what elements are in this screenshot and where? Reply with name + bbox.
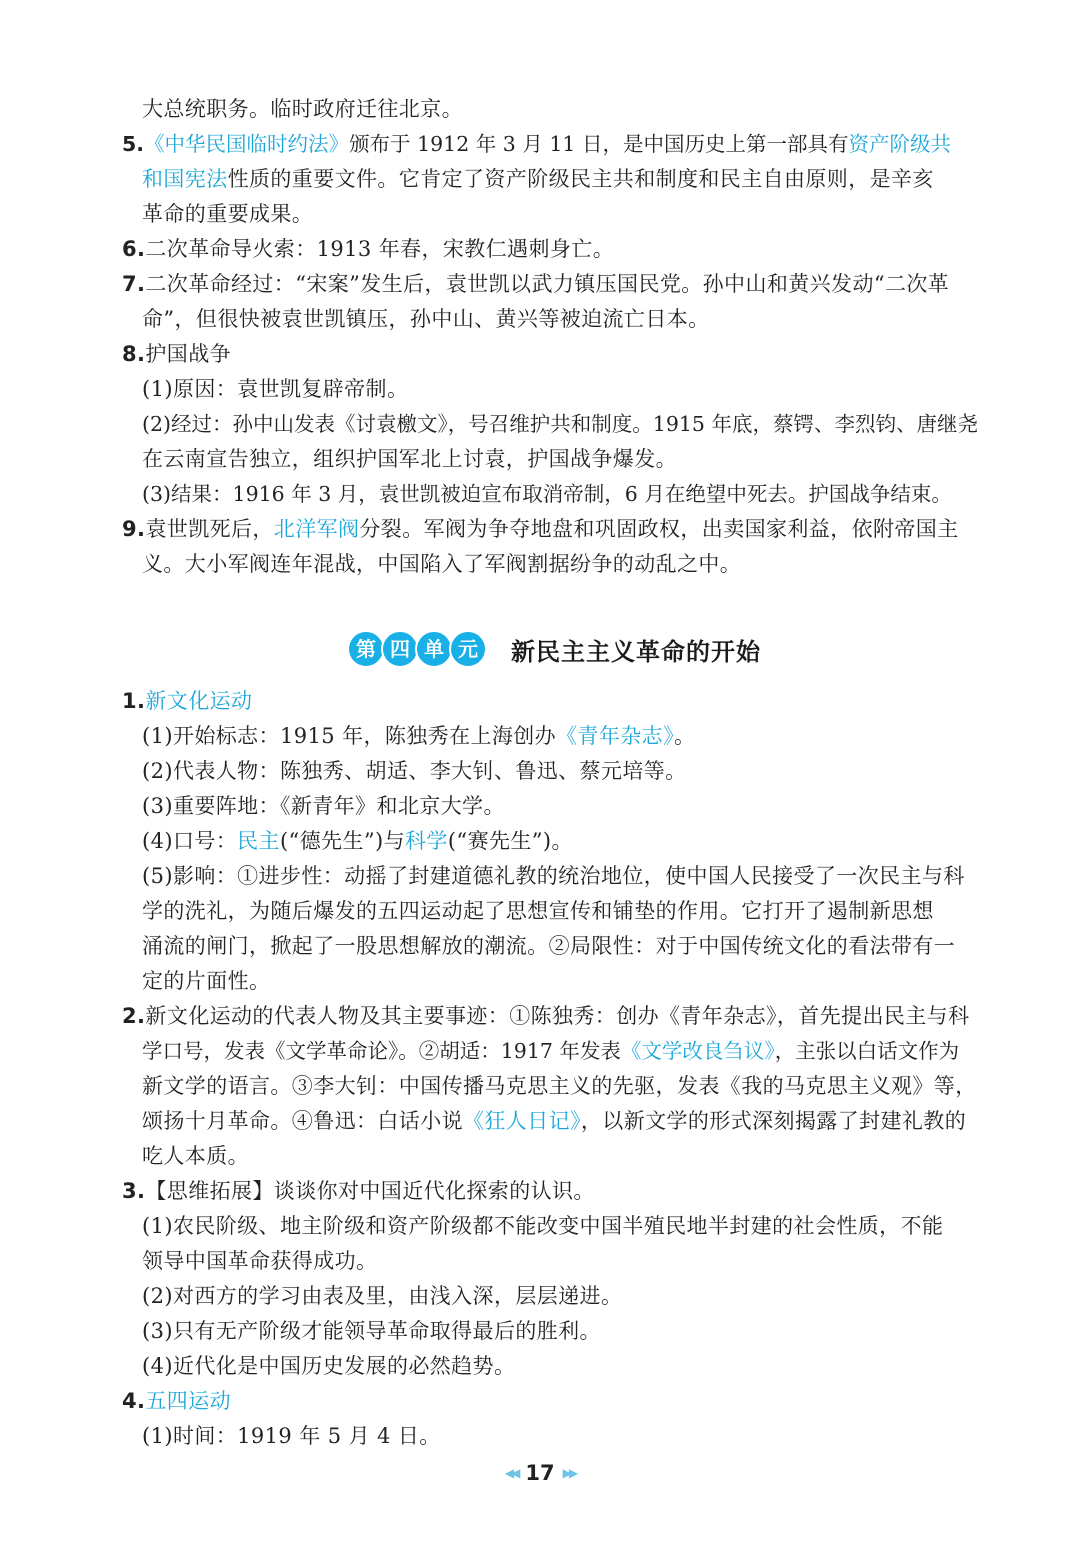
item-8: 8.护国战争 xyxy=(122,342,231,366)
badge-char: 第 xyxy=(347,630,385,668)
item-number: 9. xyxy=(122,517,146,541)
sub-item: (1)开始标志：1915 年，陈独秀在上海创办《青年杂志》。 xyxy=(142,724,696,748)
highlight-term: 北洋军阀 xyxy=(273,517,360,541)
sub-item: (3)重要阵地：《新青年》和北京大学。 xyxy=(142,794,505,818)
highlight-term: 《青年杂志》 xyxy=(556,724,674,748)
sub-item: (2)代表人物：陈独秀、胡适、李大钊、鲁迅、蔡元培等。 xyxy=(142,759,687,783)
text-line: 革命的重要成果。 xyxy=(142,202,314,226)
sub-item: (2)对西方的学习由表及里，由浅入深，层层递进。 xyxy=(142,1284,623,1308)
item-4 xyxy=(122,1384,986,1419)
page-number: 17 xyxy=(525,1461,555,1485)
text-line: 涌流的闸门，掀起了一股思想解放的潮流。②局限性：对于中国传统文化的看法带有一 xyxy=(142,934,956,958)
item-number: 1. xyxy=(122,689,146,713)
sub-item: (3)只有无产阶级才能领导革命取得最后的胜利。 xyxy=(142,1319,601,1343)
highlight-term: 《文学改良刍议》 xyxy=(620,1039,775,1063)
highlight-term: 科学 xyxy=(405,829,448,853)
item-3: 3.【思维拓展】谈谈你对中国近代化探索的认识。 xyxy=(122,1179,595,1203)
arrow-left-icon: ◀◀ xyxy=(504,1466,518,1480)
item-number: 5. xyxy=(122,132,145,156)
sub-item: (1)时间：1919 年 5 月 4 日。 xyxy=(142,1424,441,1448)
highlight-term: 《中华民国临时约法》 xyxy=(144,132,350,156)
item-number: 3. xyxy=(122,1179,146,1203)
sub-item: (4)近代化是中国历史发展的必然趋势。 xyxy=(142,1354,516,1378)
page-content xyxy=(122,92,986,1454)
item-number: 7. xyxy=(122,272,146,296)
text-line: 命”，但很快被袁世凯镇压，孙中山、黄兴等被迫流亡日本。 xyxy=(142,307,710,331)
item-number: 8. xyxy=(122,342,146,366)
item-2: 2.新文化运动的代表人物及其主要事迹：①陈独秀：创办《青年杂志》，首先提出民主与科 xyxy=(122,1004,970,1028)
text-line: 义。大小军阀连年混战，中国陷入了军阀割据纷争的动乱之中。 xyxy=(142,552,742,576)
item-7: 7.二次革命经过：“宋案”发生后，袁世凯以武力镇压国民党。孙中山和黄兴发动“二次革 xyxy=(122,272,950,296)
text-line: 颂扬十月革命。④鲁迅：白话小说《狂人日记》，以新文学的形式深刻揭露了封建礼教的 xyxy=(142,1109,967,1133)
unit-title: 新民主主义革命的开始 xyxy=(511,637,761,666)
text-line: 定的片面性。 xyxy=(142,969,271,993)
item-9: 9.袁世凯死后，北洋军阀分裂。军阀为争夺地盘和巩固政权，出卖国家利益，依附帝国主 xyxy=(122,517,959,541)
badge-char: 元 xyxy=(449,630,487,668)
text-line: 在云南宣告独立，组织护国军北上讨袁，护国战争爆发。 xyxy=(142,447,677,471)
page-footer xyxy=(0,1458,1080,1488)
sub-item: (4)口号：民主(“德先生”)与科学(“赛先生”)。 xyxy=(142,829,573,853)
item-number: 2. xyxy=(122,1004,146,1028)
text-line: 大总统职务。临时政府迁往北京。 xyxy=(142,97,463,121)
text-line: 和国宪法性质的重要文件。它肯定了资产阶级民主共和制度和民主自由原则，是辛亥 xyxy=(142,167,934,191)
unit-badge xyxy=(347,630,487,668)
item-number: 6. xyxy=(122,237,146,261)
highlight-term: 民主 xyxy=(237,829,280,853)
highlight-term: 和国宪法 xyxy=(142,167,228,191)
badge-char: 四 xyxy=(381,630,419,668)
sub-item: (3)结果：1916 年 3 月，袁世凯被迫宣布取消帝制，6 月在绝望中死去。护国战争结束。 xyxy=(142,482,952,506)
highlight-term: 《狂人日记》 xyxy=(463,1109,581,1133)
item-5: 5.《中华民国临时约法》颁布于 1912 年 3 月 11 日，是中国历史上第一部具有资产阶级共 xyxy=(122,132,951,156)
item-1 xyxy=(122,684,986,719)
text-line: 学口号，发表《文学革命论》。②胡适：1917 年发表《文学改良刍议》，主张以白话文作为 xyxy=(142,1039,960,1063)
text-line: 新文学的语言。③李大钊：中国传播马克思主义的先驱，发表《我的马克思主义观》等， xyxy=(142,1074,977,1098)
text-line: 领导中国革命获得成功。 xyxy=(142,1249,378,1273)
item-number: 4. xyxy=(122,1389,146,1413)
item-6: 6.二次革命导火索：1913 年春，宋教仁遇刺身亡。 xyxy=(122,237,615,261)
highlight-term: 新文化运动 xyxy=(145,689,253,713)
sub-item: (5)影响：①进步性：动摇了封建道德礼教的统治地位，使中国人民接受了一次民主与科 xyxy=(142,864,965,888)
badge-char: 单 xyxy=(415,630,453,668)
highlight-term: 五四运动 xyxy=(145,1389,231,1413)
sub-item: (2)经过：孙中山发表《讨袁檄文》，号召维护共和制度。1915 年底，蔡锷、李烈钧、唐继尧 xyxy=(142,412,978,436)
sub-item: (1)原因：袁世凯复辟帝制。 xyxy=(142,377,409,401)
sub-item: (1)农民阶级、地主阶级和资产阶级都不能改变中国半殖民地半封建的社会性质，不能 xyxy=(142,1214,944,1238)
text-line: 学的洗礼，为随后爆发的五四运动起了思想宣传和铺垫的作用。它打开了遏制新思想 xyxy=(142,899,934,923)
unit-heading xyxy=(122,614,986,684)
text-line: 吃人本质。 xyxy=(142,1144,249,1168)
arrow-right-icon: ▶▶ xyxy=(562,1466,576,1480)
highlight-term: 资产阶级共 xyxy=(848,132,951,156)
